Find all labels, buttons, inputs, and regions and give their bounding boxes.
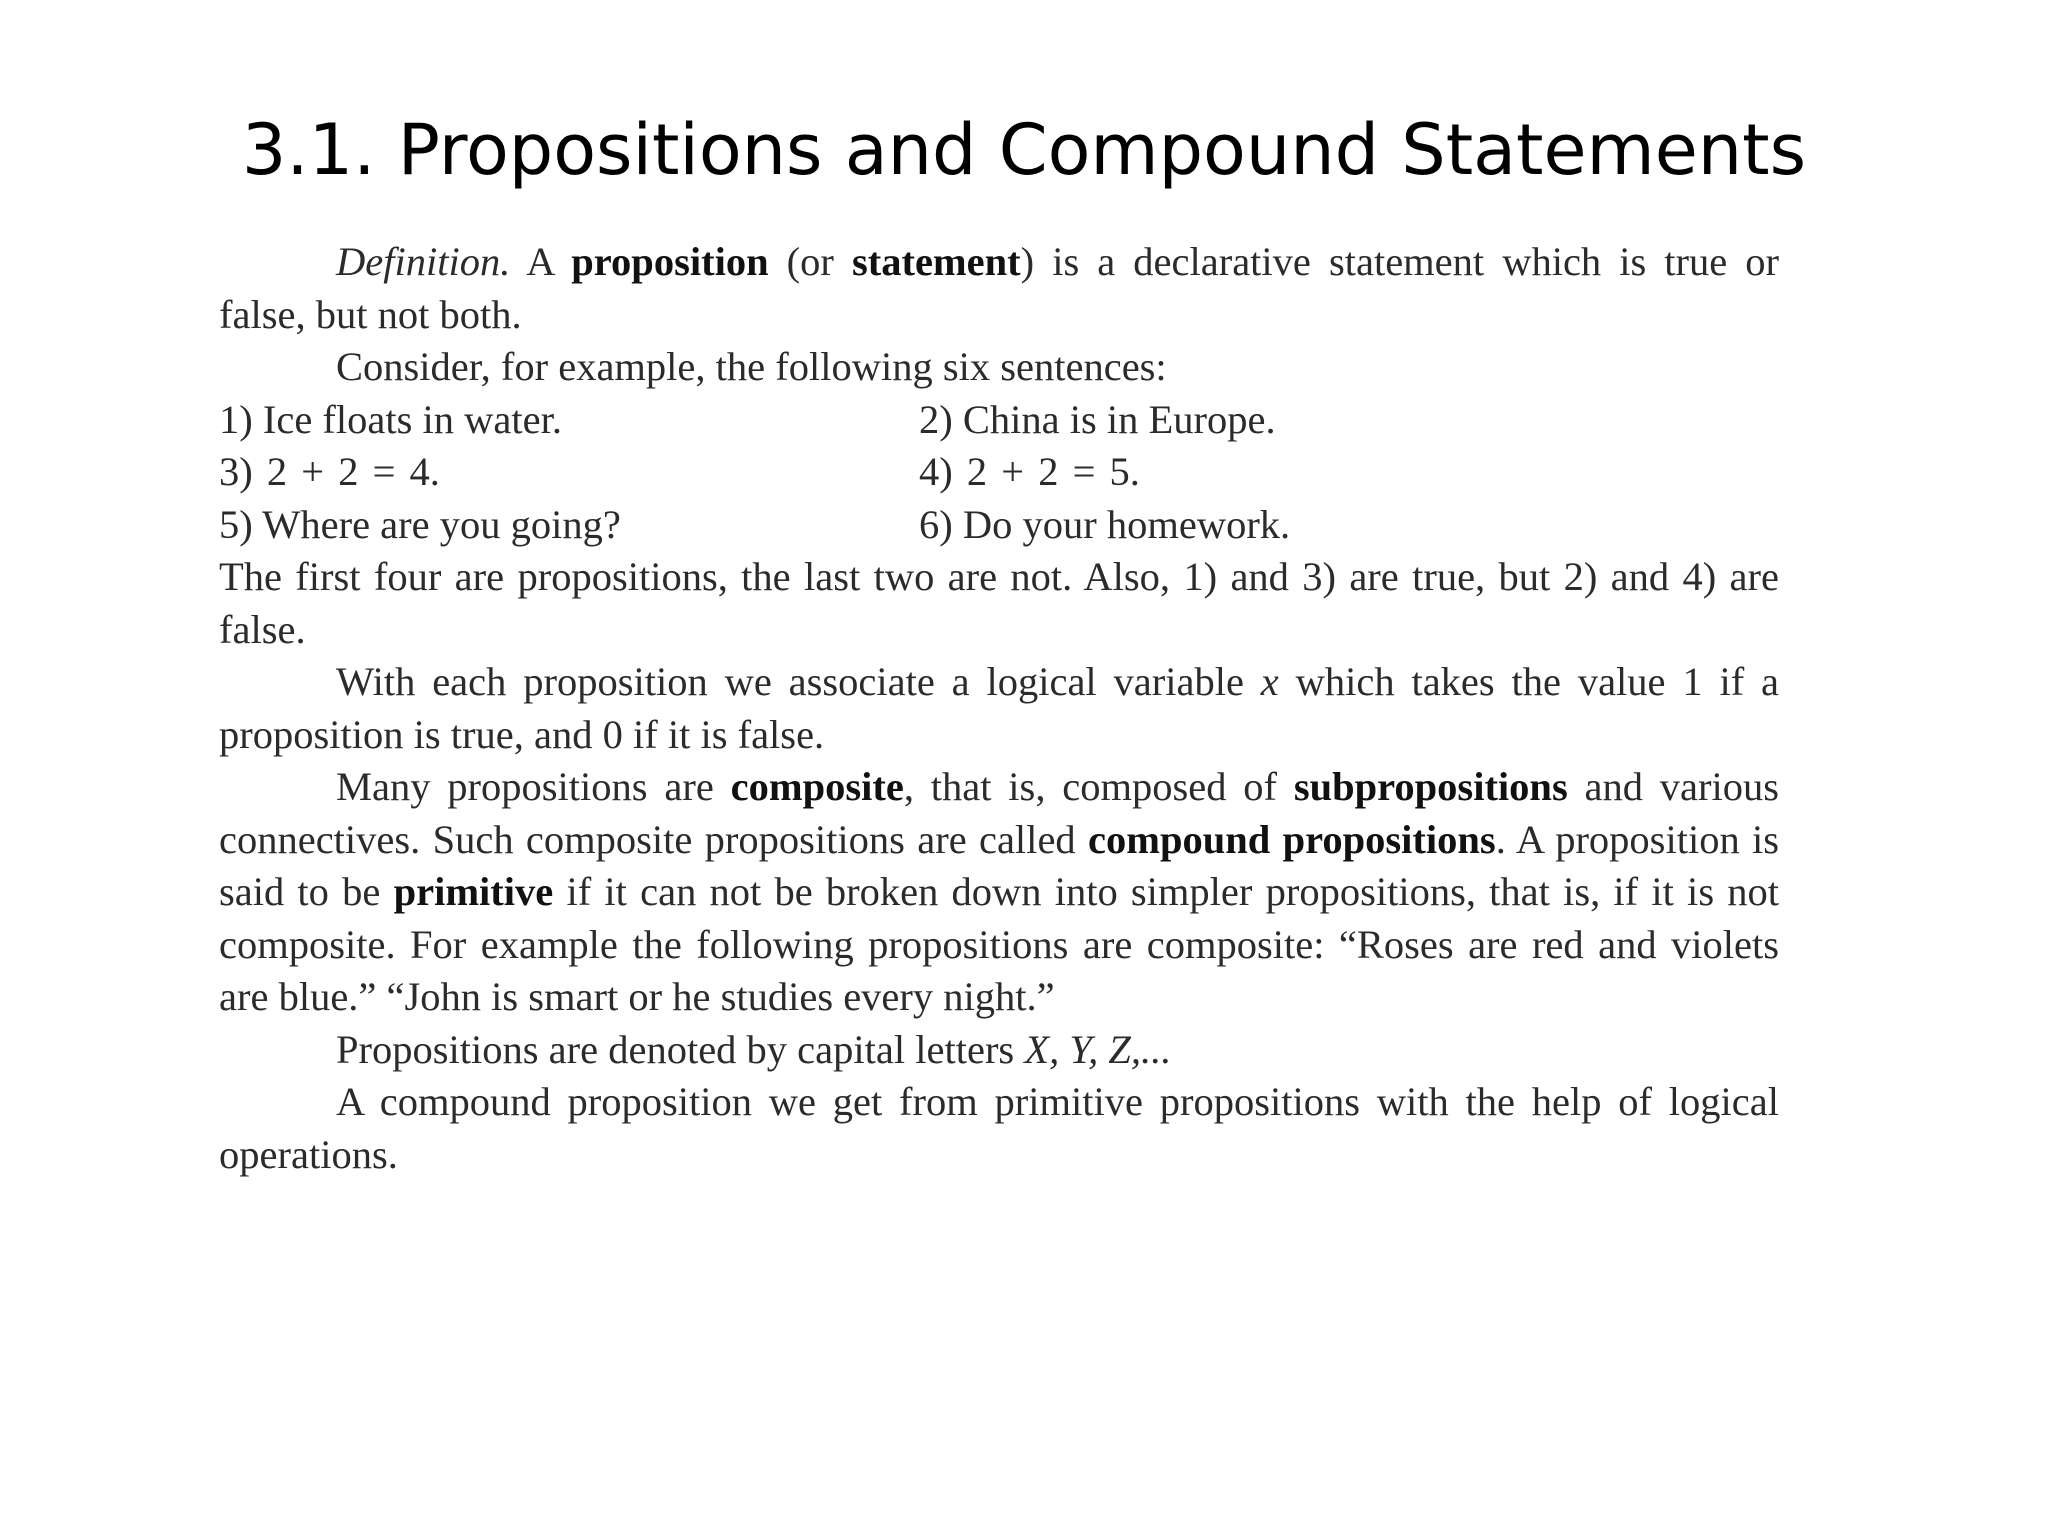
example-item: 4) 2 + 2 = 5. — [919, 449, 1140, 494]
compound-paragraph: A compound proposition we get from primitive propositions with the help of logical operations. — [219, 1079, 1779, 1177]
composite-paragraph: Many propositions are composite, that is, composed of subpropositions and various connectives. Such composite propositions are called compound propositions. A proposition is said to be primitive if it can not be broken down into simpler propositions, that is, if it is not composite. For example the following propositions are composite: “Roses are red and violets are blue.” “John is smart or he studies every night.” — [219, 764, 1780, 1019]
example-item: 3) 2 + 2 = 4. — [219, 449, 440, 494]
term-primitive: primitive — [393, 869, 554, 914]
slide-body — [219, 236, 1779, 1181]
term-compound-propositions: compound propositions — [1087, 816, 1496, 862]
term-statement: statement — [851, 239, 1021, 284]
capital-letters: X, Y, Z,... — [1024, 1026, 1172, 1072]
example-row — [219, 499, 1779, 552]
definition-paragraph: Definition. A proposition (or statement) is a declarative statement which is true or false, but not both. — [219, 239, 1780, 337]
example-item: 6) Do your homework. — [919, 501, 1291, 547]
first-four-paragraph: The first four are propositions, the last two are not. Also, 1) and 3) are true, but 2) and 4) are false. — [219, 554, 1779, 652]
definition-label: Definition. — [336, 239, 511, 284]
denoted-paragraph: Propositions are denoted by capital letters X, Y, Z,... — [336, 1026, 1172, 1072]
example-row — [219, 394, 1779, 447]
example-item: 5) Where are you going? — [219, 501, 621, 547]
term-subpropositions: subpropositions — [1293, 764, 1568, 809]
term-proposition: proposition — [571, 239, 769, 284]
example-item: 1) Ice floats in water. — [219, 396, 562, 442]
example-row — [219, 446, 1779, 499]
logical-variable-paragraph: With each proposition we associate a logical variable x which takes the value 1 if a proposition is true, and 0 if it is false. — [219, 659, 1780, 757]
variable-x: x — [1260, 659, 1279, 704]
slide-title: 3.1. Propositions and Compound Statements — [241, 109, 1807, 191]
consider-paragraph: Consider, for example, the following six sentences: — [336, 344, 1167, 389]
term-composite: composite — [730, 764, 904, 809]
example-item: 2) China is in Europe. — [919, 396, 1276, 442]
